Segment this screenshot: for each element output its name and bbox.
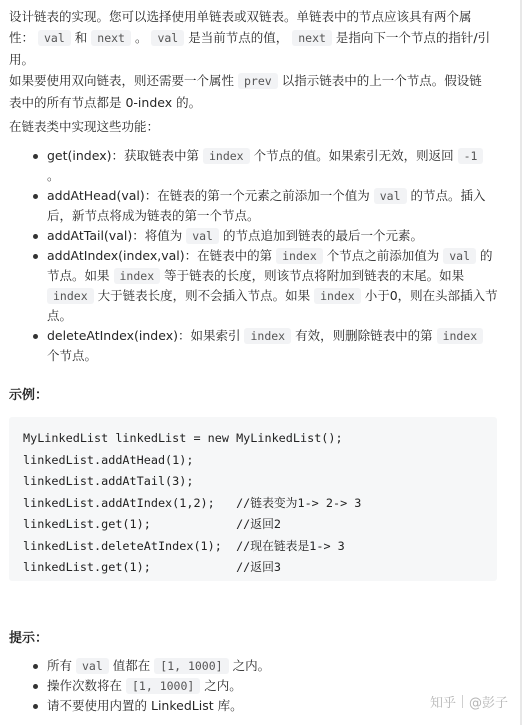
list-item: 操作次数将在 [1, 1000] 之内。 <box>9 676 499 696</box>
functions-list <box>9 146 499 366</box>
intro-paragraph <box>9 6 509 113</box>
example-code-block <box>9 417 497 581</box>
code-line: linkedList.addAtTail(3); <box>23 474 194 488</box>
list-item: addAtTail(val)：将值为 val 的节点追加到链表的最后一个元素。 <box>9 226 499 246</box>
watermark-author: @彭子 <box>468 696 508 711</box>
hints-list <box>9 656 499 716</box>
intro-line-3: 如果要使用双向链表，则还需要一个属性 prev 以指示链表中的上一个节点。假设链 <box>9 73 482 88</box>
code-val: val <box>38 30 71 46</box>
code-line: linkedList.get(1); //返回3 <box>23 560 281 574</box>
code-line: linkedList.addAtIndex(1,2); //链表变为1-> 2-> 3 <box>23 495 362 510</box>
code-line: MyLinkedList linkedList = new MyLinkedList(); <box>23 431 343 445</box>
code-next: next <box>292 30 332 46</box>
list-item: deleteAtIndex(index)：如果索引 index 有效，则删除链表中的第 index 个节点。 <box>9 326 499 366</box>
list-item: addAtHead(val)：在链表的第一个元素之前添加一个值为 val 的节点。插入后，新节点将成为链表的第一个节点。 <box>9 186 499 226</box>
list-item: 请不要使用内置的 LinkedList 库。 <box>9 696 499 716</box>
list-item: get(index)：获取链表中第 index 个节点的值。如果索引无效，则返回 -1 。 <box>9 146 499 186</box>
code-line: linkedList.get(1); //返回2 <box>23 517 281 531</box>
watermark-brand: 知乎 <box>429 696 456 711</box>
example-heading: 示例： <box>9 388 49 403</box>
hint-heading: 提示： <box>9 631 49 646</box>
intro-line-2: 性： val 和 next 。 val 是当前节点的值， next 是指向下一个节点的指针/引用。 <box>9 30 491 67</box>
code-line: linkedList.deleteAtIndex(1); //现在链表是1-> 3 <box>23 538 345 553</box>
code-line: linkedList.addAtHead(1); <box>23 452 194 467</box>
intro-line-1: 设计链表的实现。您可以选择使用单链表或双链表。单链表中的节点应该具有两个属 <box>9 9 472 24</box>
intro-line-4: 表中的所有节点都是 0-index 的。 <box>9 95 202 110</box>
watermark <box>430 692 508 711</box>
list-item: addAtIndex(index,val)：在链表中的第 index 个节点之前添加值为 val 的节点。如果 index 等于链表的长度，则该节点将附加到链表的末尾。如果 index 大于链表长度，则不会插入节点。如果 index 小于0，则在头部插入节点。 <box>9 246 499 326</box>
code-next: next <box>91 30 131 46</box>
code-val: val <box>151 30 184 46</box>
watermark-divider <box>462 695 463 708</box>
list-item: 所有 val 值都在 [1, 1000] 之内。 <box>9 656 499 676</box>
implement-intro: 在链表类中实现这些功能： <box>9 119 160 134</box>
code-prev: prev <box>238 73 278 89</box>
